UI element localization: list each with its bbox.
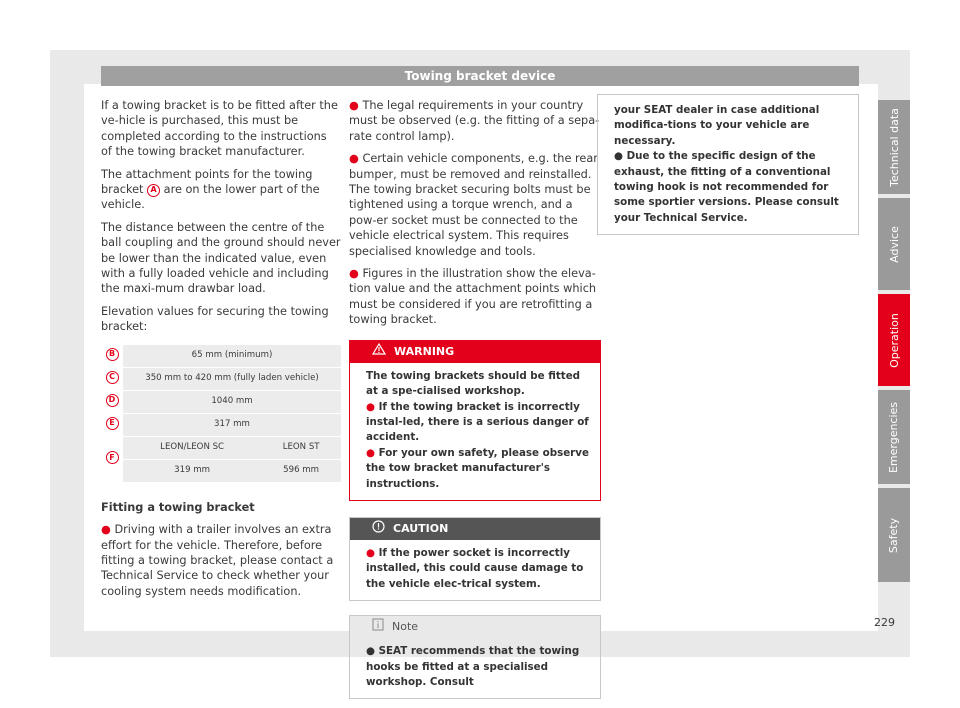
marker-a: A	[147, 184, 160, 197]
bullet-legal: ● The legal requirements in your country must be observed (e.g. the fitting of a sepa-rate control lamp).	[349, 99, 600, 143]
bullet-icon: ●	[349, 99, 359, 112]
marker-c: C	[106, 371, 119, 384]
value-f-leon-st: 596 mm	[261, 460, 341, 482]
bullet-figures: ● Figures in the illustration show the eleva-tion value and the attachment points which must be considered if you are retrofitting a towing bracket.	[349, 267, 597, 327]
attachment-text-post: are on the lower part of the vehicle.	[101, 183, 320, 212]
elevation-table	[101, 345, 341, 482]
warning-header	[350, 341, 600, 363]
value-d: 1040 mm	[123, 391, 341, 413]
column-right	[597, 94, 859, 235]
warning-triangle-icon	[372, 343, 386, 359]
marker-f: F	[106, 451, 119, 464]
bullet-icon: ●	[366, 546, 375, 559]
note-bullet-2: ● Due to the specific design of the exhaust, the fitting of a conventional towing hook is not recommended for some sportier versions. Please consult your Technical Service.	[614, 150, 839, 224]
note-icon	[372, 618, 384, 635]
fitting-bullet	[101, 522, 341, 599]
page-title: Towing bracket device	[101, 66, 859, 86]
bullet-icon: ●	[349, 267, 359, 281]
tab-emergencies[interactable]: Emergencies	[878, 390, 910, 484]
warning-body	[350, 363, 600, 500]
distance-paragraph: The distance between the centre of the ball coupling and the ground should never be lower than the indicated value, even with a fully loaded vehicle and including the maxi-mum drawbar load.	[101, 220, 341, 296]
note-bullet-1: ● SEAT recommends that the towing hooks be fitted at a specialised workshop. Consult	[366, 645, 580, 688]
warning-bullet-2: ● For your own safety, please observe the tow bracket manufacturer's instructions.	[366, 446, 589, 490]
value-c: 350 mm to 420 mm (fully laden vehicle)	[123, 368, 341, 390]
bullet-components: ● Certain vehicle components, e.g. the rear bumper, must be removed and reinstalled. The towing bracket securing bolts must be tightened using a torque wrench, and a pow-er socket must be connected to the vehicle electrical system. This requires specialised knowledge and tools.	[349, 152, 598, 258]
value-e: 317 mm	[123, 414, 341, 436]
caution-bullet-1: ● If the power socket is incorrectly installed, this could cause damage to the vehicle elec-trical system.	[366, 546, 584, 590]
note-body	[350, 638, 600, 698]
caution-body	[350, 540, 600, 600]
warning-box	[349, 340, 601, 501]
bullet-icon: ●	[349, 152, 359, 166]
marker-b: B	[106, 348, 119, 361]
value-b: 65 mm (minimum)	[123, 345, 341, 367]
marker-d: D	[106, 394, 119, 407]
table-row	[101, 460, 341, 482]
bullet-icon: ●	[614, 150, 623, 163]
fitting-bullet-text: Driving with a trailer involves an extra effort for the vehicle. Therefore, before fitting a towing bracket, please contact a Technical Service to check whether your cooling system needs modification.	[101, 523, 334, 598]
table-row	[101, 345, 341, 367]
value-f-leon-sc: 319 mm	[123, 460, 261, 482]
warning-intro: The towing brackets should be fitted at a spe-cialised workshop.	[366, 369, 581, 398]
tab-technical-data[interactable]: Technical data	[878, 100, 910, 194]
caution-header	[350, 518, 600, 540]
tab-advice[interactable]: Advice	[878, 198, 910, 290]
bullet-icon: ●	[101, 523, 111, 537]
caution-title: CAUTION	[393, 522, 449, 536]
fitting-heading: Fitting a towing bracket	[101, 500, 255, 514]
table-row	[101, 391, 341, 413]
note-continuation-text: your SEAT dealer in case additional modifica-tions to your vehicle are necessary.	[614, 104, 820, 147]
table-row	[101, 437, 341, 459]
warning-bullet-1: ● If the towing bracket is incorrectly instal-led, there is a serious danger of accident.	[366, 400, 589, 444]
note-box	[349, 615, 601, 699]
tab-operation[interactable]: Operation	[878, 294, 910, 386]
table-row	[101, 414, 341, 436]
table-row	[101, 368, 341, 390]
column-middle	[349, 98, 601, 699]
warning-title: WARNING	[394, 344, 455, 358]
header-leon-sc: LEON/LEON SC	[123, 437, 261, 459]
marker-e: E	[106, 417, 119, 430]
attachment-paragraph	[101, 167, 341, 213]
caution-icon	[372, 520, 385, 537]
note-header	[350, 616, 600, 638]
attachment-text-pre: The attachment points for the towing bracket	[101, 167, 313, 197]
bullet-icon: ●	[366, 645, 375, 658]
column-left	[101, 98, 341, 606]
bullet-icon: ●	[366, 446, 375, 459]
intro-paragraph: If a towing bracket is to be fitted after the ve-hicle is purchased, this must be completed according to the instructions of the towing bracket manufacturer.	[101, 99, 338, 159]
tab-safety[interactable]: Safety	[878, 488, 910, 582]
caution-box	[349, 517, 601, 601]
page-number: 229	[874, 616, 895, 629]
note-continuation-box	[597, 94, 859, 235]
bullet-icon: ●	[366, 400, 375, 413]
header-leon-st: LEON ST	[261, 437, 341, 459]
elevation-intro: Elevation values for securing the towing bracket:	[101, 304, 329, 334]
note-title: Note	[392, 620, 419, 634]
